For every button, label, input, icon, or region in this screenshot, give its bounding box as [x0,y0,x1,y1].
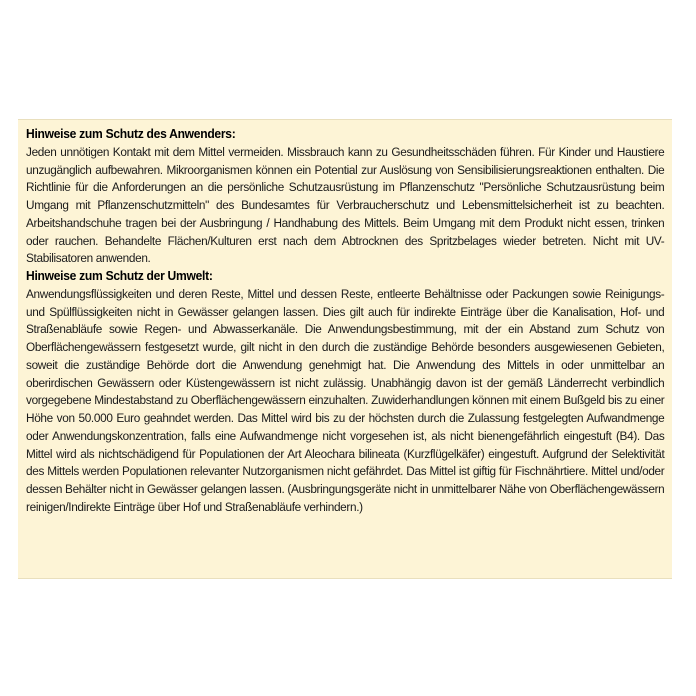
label-text-panel [18,119,672,579]
user-protection-text: Jeden unnötigen Kontakt mit dem Mittel vermeiden. Missbrauch kann zu Gesundheitsschäden führen. Für Kinder und Haustiere unzugänglich aufbewahren. Mikroorganismen können ein Potential zur Auslösung von Sensibilisierungsreaktionen enthalten. Die Richtlinie für die Anforderungen an die persönliche Schutzausrüstung im Pflanzenschutz "Persönliche Schutzausrüstung beim Umgang mit Pflanzenschutzmitteln" des Bundesamtes für Verbraucherschutz und Lebensmittelsicherheit ist zu beachten. Arbeitshandschuhe tragen bei der Ausbringung / Handhabung des Mittels. Beim Umgang mit dem Produkt nicht essen, trinken oder rauchen. Behandelte Flächen/Kulturen erst nach dem Abtrocknen des Spritzbelages wieder betreten. Nicht mit UV-Stabilisatoren anwenden. [26,144,665,266]
environment-protection-heading: Hinweise zum Schutz der Umwelt: [26,269,213,283]
environment-protection-text: Anwendungsflüssigkeiten und deren Reste, Mittel und dessen Reste, entleerte Behältnisse oder Packungen sowie Reinigungs- und Spülflüssigkeiten nicht in Gewässer gelangen lassen. Dies gilt auch für indirekte Einträge über die Kanalisation, Hof- und Straßenabläufe sowie Regen- und Abwasserkanäle. Die Anwendungsbestimmung, mit der ein Abstand zum Schutz von Oberflächengewässern festgesetzt wurde, gilt nicht in den durch die zuständige Behörde besonders ausgewiesenen Gebieten, soweit die zuständige Behörde dort die Anwendung genehmigt hat. Die Anwendung des Mittels in oder unmittelbar an oberirdischen Gewässern oder Küstengewässern ist nicht zulässig. Unabhängig davon ist der gemäß Länderrecht verbindlich vorgegebene Mindestabstand zu Oberflächengewässern einzuhalten. Zuwiderhandlungen können mit einem Bußgeld bis zu einer Höhe von 50.000 Euro geahndet werden. Das Mittel wird bis zu der höchsten durch die Zulassung festgelegten Aufwandmenge oder Anwendungskonzentration, falls eine Aufwandmenge nicht vorgesehen ist, als nicht bienengefährlich eingestuft (B4). Das Mittel wird als nichtschädigend für Populationen der Art Aleochara bilineata (Kurzflügelkäfer) eingestuft. Aufgrund der Selektivität des Mittels werden Populationen relevanter Nutzorganismen nicht gefährdet. Das Mittel ist giftig für Fischnährtiere. Mittel und/oder dessen Behälter nicht in Gewässer gelangen lassen. (Ausbringungsgeräte nicht in unmittelbarer Nähe von Oberflächengewässern reinigen/Indirekte Einträge über Hof und Straßenabläufe verhindern.) [26,286,665,514]
label-text-content [26,126,664,517]
user-protection-heading: Hinweise zum Schutz des Anwenders: [26,127,236,141]
